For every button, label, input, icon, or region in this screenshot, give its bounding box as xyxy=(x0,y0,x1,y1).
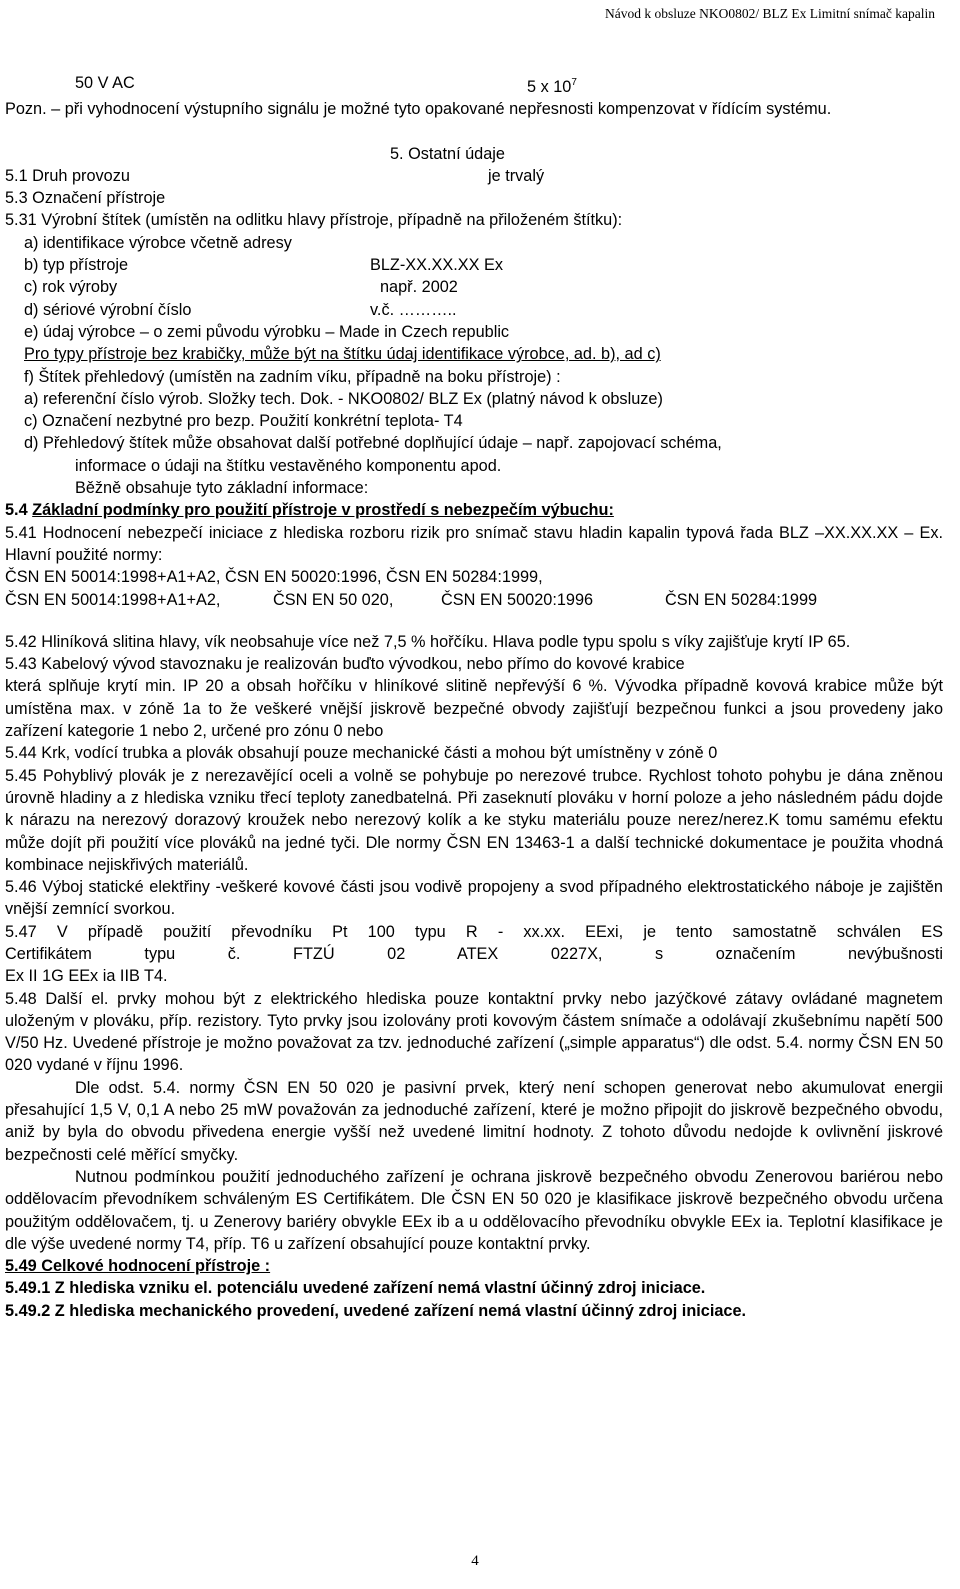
spec-voltage: 50 V AC xyxy=(75,74,135,92)
norm-2a: ČSN EN 50014:1998+A1+A2, xyxy=(5,590,221,609)
norm-2c: ČSN EN 50020:1996 xyxy=(441,590,594,609)
spec-cycles-base: 5 x 10 xyxy=(527,78,572,96)
operation-label: 5.1 Druh provozu xyxy=(5,166,130,185)
para-5-42: 5.42 Hliníková slitina hlavy, vík neobsahuje více než 7,5 % hořčíku. Hlava podle typu spolu s víky zajišťuje krytí IP 65. xyxy=(5,632,851,651)
section-5-heading: 5. Ostatní údaje xyxy=(390,144,505,163)
nameplate-item-a: a) identifikace výrobce včetně adresy xyxy=(24,233,292,252)
para-5-44: 5.44 Krk, vodící trubka a plovák obsahují pouze mechanické části a mohou být umístněny v zóně 0 xyxy=(5,744,718,763)
no-box-note: Pro typy přístroje bez krabičky, může být na štítku údaj identifikace výrobce, ad. b), ad c) xyxy=(24,345,661,364)
para-5-47-line-1: 5.47 V případě použití převodníku Pt 100 typu R - xx.xx. EExi, je tento samostatně schválen ES xyxy=(5,922,943,941)
nameplate-item-d xyxy=(5,299,943,321)
item-c-value: např. 2002 xyxy=(380,278,458,297)
spec-row xyxy=(5,72,943,98)
norm-2b: ČSN EN 50 020, xyxy=(273,590,394,609)
document-body xyxy=(5,72,943,1322)
page-number: 4 xyxy=(471,1553,479,1569)
section-5-4-number: 5.4 xyxy=(5,501,28,520)
nameplate-item-c xyxy=(5,276,943,298)
overview-item-d-cont: informace o údaji na štítku vestavěného komponentu apod. xyxy=(75,456,502,475)
nameplate-heading: 5.31 Výrobní štítek (umístěn na odlitku hlavy přístroje, případně na přiloženém štítku): xyxy=(5,211,623,230)
norm-2d: ČSN EN 50284:1999 xyxy=(665,590,818,609)
para-5-41: 5.41 Hodnocení nebezpečí iniciace z hlediska rozboru rizik pro snímač stavu hladin kapalin typová řada BLZ –XX.XX.XX – Ex. Hlavní použité normy: xyxy=(5,523,943,564)
para-5-43-rest: která splňuje krytí min. IP 20 a obsah hořčíku v hliníkové slitině nepřevýší 6 %. Vývodka případně kovová krabice může být umístěna max. v zóně 1a to že veškeré vnější jiskrově bezpečné obvody zajišťují bezpečnou funkci a jsou provedeny jako zařízení kategorie 1 nebo 2, určené pro zónu 0 nebo xyxy=(5,677,943,741)
nameplate-item-e: e) údaj výrobce – o zemi původu výrobku – Made in Czech republic xyxy=(24,322,510,341)
operation-value: je trvalý xyxy=(488,166,545,185)
basic-info-line: Běžně obsahuje tyto základní informace: xyxy=(75,479,369,498)
nameplate-item-b xyxy=(5,254,943,276)
para-5-47-line-2: Certifikátem typu č. FTZÚ 02 ATEX 0227X, s označením nevýbušnosti xyxy=(5,944,943,963)
operation-row xyxy=(5,165,943,187)
section-5-title xyxy=(5,143,943,165)
norms-line-1: ČSN EN 50014:1998+A1+A2, ČSN EN 50020:1996, ČSN EN 50284:1999, xyxy=(5,568,543,587)
item-b-value: BLZ-XX.XX.XX Ex xyxy=(370,256,504,275)
section-5-4-heading xyxy=(5,499,943,521)
para-5-46: 5.46 Výboj statické elektřiny -veškeré kovové části jsou vodivě propojeny a svod případného elektrostatického náboje je zajištěn vnější zemnící svorkou. xyxy=(5,878,943,919)
para-5-45: 5.45 Pohyblivý plovák je z nerezavějící oceli a volně se pohybuje po nerezové trubce. Rychlost tohoto pohybu je dána zněnou úrovně hladiny a z hlediska vzniku třecí teploty zanedbatelná. Při zaseknutí plováku v horní poloze a jeho následném pádu dojde k nárazu na nerezový dorazový kroužek nebo nerezový kolík a ke styku materiálu pouze nerez/nerez.K tomu samému efektu může dojít při použití více plováků na jedné tyči. Dle normy ČSN EN 13463-1 a další technické dokumentace je použita vhodná kombinace nejiskřivých materiálů. xyxy=(5,766,943,874)
overview-label-heading: f) Štítek přehledový (umístěn na zadním víku, případně na boku přístroje) : xyxy=(24,367,561,386)
item-b-label: b) typ přístroje xyxy=(24,256,129,275)
item-c-label: c) rok výroby xyxy=(24,278,118,297)
overview-item-c: c) Označení nezbytné pro bezp. Použití konkrétní teplota- T4 xyxy=(24,412,463,431)
section-5-4-title: Základní podmínky pro použití přístroje v prostředí s nebezpečím výbuchu: xyxy=(32,501,614,520)
para-simple-apparatus: Dle odst. 5.4. normy ČSN EN 50 020 je pasivní prvek, který není schopen generovat nebo akumulovat energii přesahující 1,5 V, 0,1 A nebo 25 mW považován za jednoduché zařízení, které je možno připojit do jiskrově bezpečného obvodu, aniž by byla do obvodu přivedena energie vyšší než uvedené limitní hodnoty. Z tohoto důvodu nedojde k ovlivnění jiskrové bezpečnosti celé měřící smyčky. xyxy=(5,1078,943,1164)
para-5-49-2: 5.49.2 Z hlediska mechanického provedení, uvedené zařízení nemá vlastní účinný zdroj iniciace. xyxy=(5,1301,747,1320)
spec-cycles-exponent: 7 xyxy=(571,77,577,88)
para-zener-barrier: Nutnou podmínkou použití jednoduchého zařízení je ochrana jiskrově bezpečného obvodu Zenerovou bariérou nebo oddělovacím převodníkem schváleným ES Certifikátem. Dle ČSN EN 50 020 je klasifikace jiskrově bezpečného obvodu určena použitým oddělovačem, tj. u Zenerovy bariéry obvykle EEx ib a u oddělovacího převodníku obvykle EEx ia. Teplotní klasifikace je dle výše uvedené normy T4, příp. T6 u zařízení obsahující pouze kontaktní prvky. xyxy=(5,1167,943,1253)
running-header: Návod k obsluze NKO0802/ BLZ Ex Limitní snímač kapalin xyxy=(605,6,935,21)
overview-item-d: d) Přehledový štítek může obsahovat další potřebné doplňující údaje – např. zapojovací schéma, xyxy=(24,434,722,453)
para-5-48: 5.48 Další el. prvky mohou být z elektrického hlediska pouze kontaktní prvky nebo jazýčkové zátavy ovládané magnetem uloženým v plováku, příp. rezistory. Tyto prvky jsou izolovány proti kovovým částem snímače a odolávají zkušebnímu napětí 500 V/50 Hz. Uvedené přístroje je možno považovat za tzv. jednoduché zařízení („simple apparatus“) dle odst. 5.4. normy ČSN EN 50 020 vydané v říjnu 1996. xyxy=(5,989,943,1075)
item-d-value: v.č. ……….. xyxy=(370,300,457,319)
overview-item-a: a) referenční číslo výrob. Složky tech. Dok. - NKO0802/ BLZ Ex (platný návod k obsluze) xyxy=(24,389,663,408)
para-5-47-line-3: Ex II 1G EEx ia IIB T4. xyxy=(5,967,168,986)
para-5-49-1: 5.49.1 Z hlediska vzniku el. potenciálu uvedené zařízení nemá vlastní účinný zdroj iniciace. xyxy=(5,1279,706,1298)
norms-line-2 xyxy=(5,589,943,611)
para-5-43-first: 5.43 Kabelový vývod stavoznaku je realizován buďto vývodkou, nebo přímo do kovové krabice xyxy=(5,655,685,674)
accuracy-note: Pozn. – při vyhodnocení výstupního signálu je možné tyto opakované nepřesnosti kompenzovat v řídícím systému. xyxy=(5,100,832,119)
spec-cycles xyxy=(527,72,577,98)
item-d-label: d) sériové výrobní číslo xyxy=(24,300,192,319)
section-5-49-heading: 5.49 Celkové hodnocení přístroje : xyxy=(5,1257,271,1276)
marking-heading: 5.3 Označení přístroje xyxy=(5,189,166,208)
